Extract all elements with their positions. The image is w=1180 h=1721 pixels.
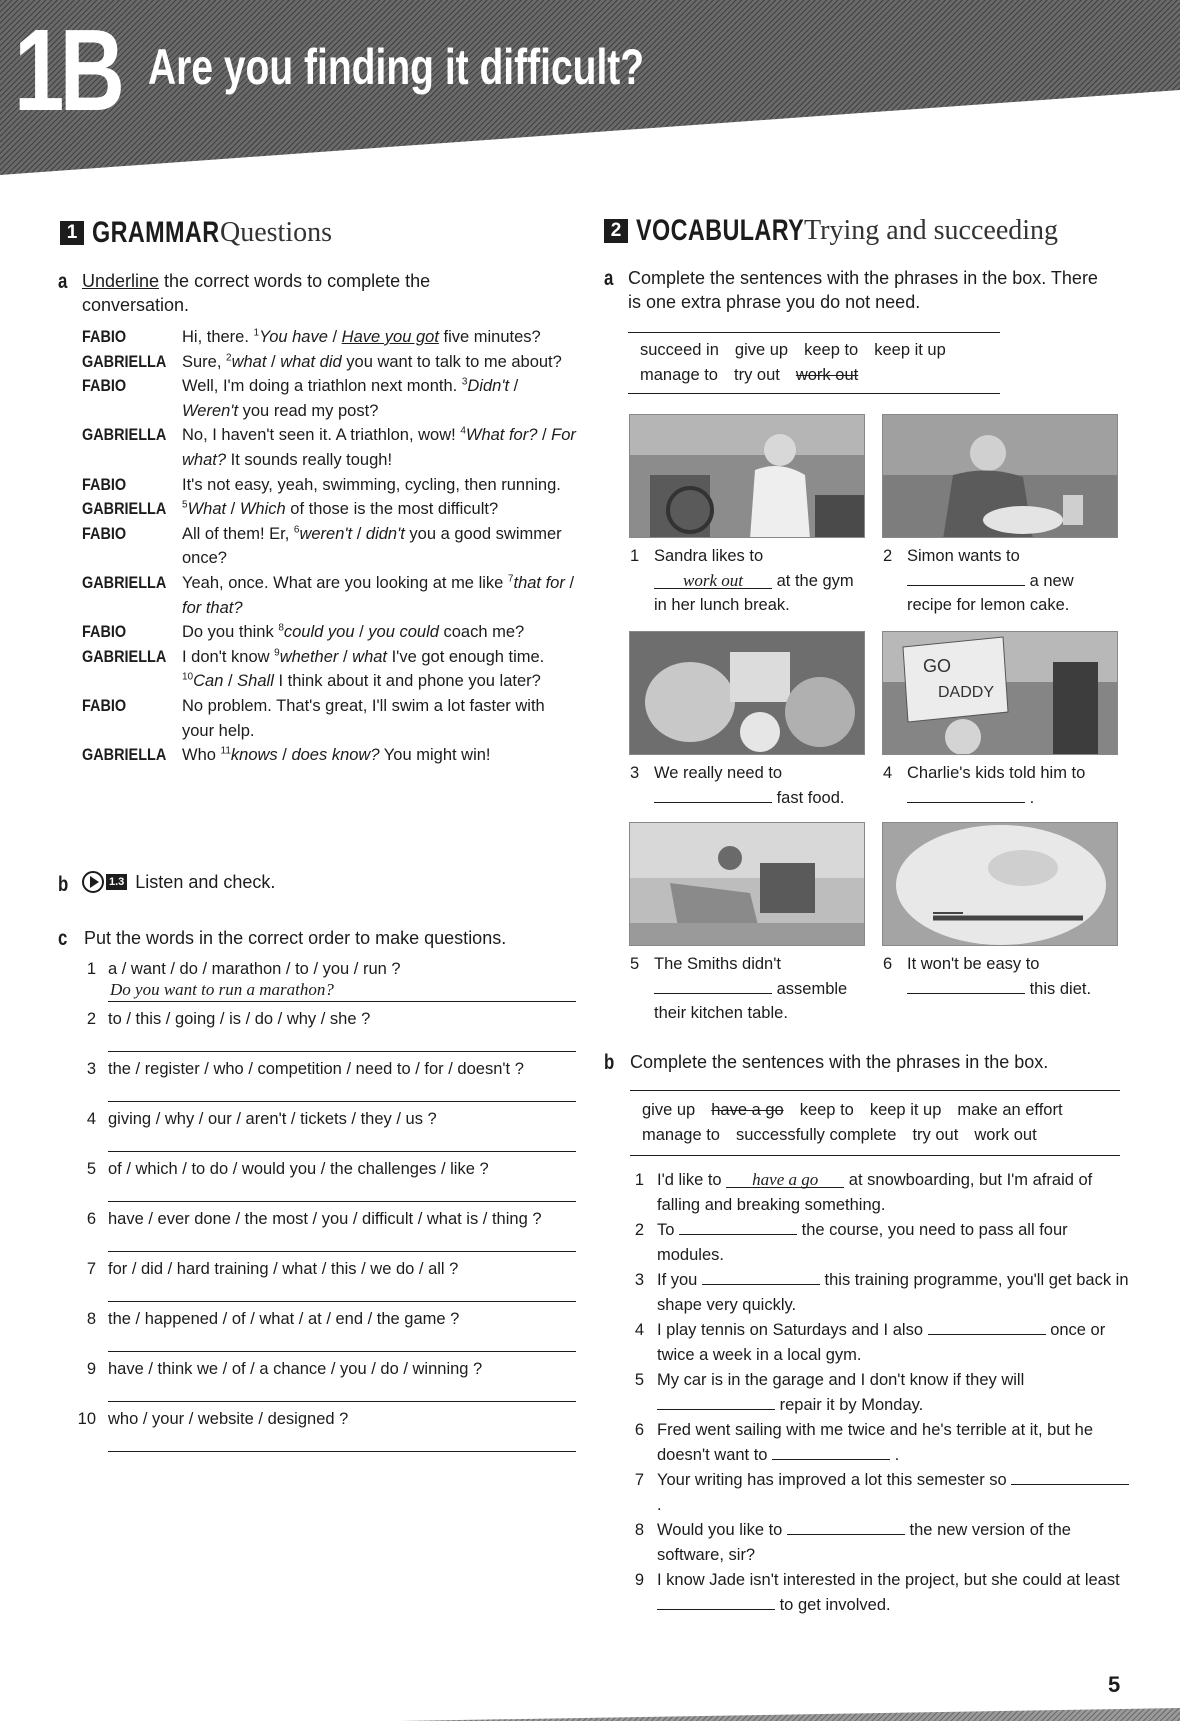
photo-caption: 6 It won't be easy to this diet.	[883, 952, 1113, 1001]
line-text: Sure, $^2$what / what did you want to talk to me about?	[182, 352, 562, 371]
exercise-letter: c	[58, 927, 68, 950]
option-b[interactable]: does know?	[291, 746, 380, 765]
exercise-instruction: Complete the sentences with the phrases in the box. There is one extra phrase you do not need.	[628, 268, 1098, 312]
photo-diet-plate	[882, 822, 1118, 946]
answer-text: Do you want to run a marathon?	[110, 980, 334, 999]
line-text: I don't know $^9$whether / what I've got enough time. $^{10}$Can / Shall I think about it and phone you later?	[182, 647, 545, 691]
answer-blank[interactable]	[1011, 1468, 1129, 1485]
option-b[interactable]: For what?	[182, 426, 576, 469]
section-label: VOCABULARY	[636, 214, 805, 247]
exercise-instruction: Complete the sentences with the phrases in the box.	[630, 1052, 1049, 1072]
answer-line[interactable]	[108, 1228, 576, 1252]
phrase-box-a	[628, 332, 1000, 394]
section-subtitle: Trying and succeeding	[804, 215, 1059, 246]
photo-caption: 2 Simon wants to a new recipe for lemon cake.	[883, 544, 1113, 618]
conversation-line	[82, 645, 582, 694]
answer-line[interactable]	[108, 978, 576, 1002]
line-text: Who $^{11}$knows / does know? You might win!	[182, 745, 491, 765]
exercise-letter: b	[604, 1051, 615, 1074]
answer-text	[108, 1280, 110, 1299]
option-a[interactable]: what	[231, 352, 267, 371]
question-number: 1	[86, 960, 96, 978]
line-text: Hi, there. $^1$You have / Have you got five minutes?	[182, 327, 541, 346]
answer-blank[interactable]	[907, 786, 1025, 803]
speaker-name: GABRIELLA	[82, 499, 167, 519]
sentence-item: 2 To the course, you need to pass all four modules.	[630, 1218, 1130, 1268]
word-prompt: the / register / who / competition / need to / for / doesn't ?	[108, 1060, 524, 1078]
sentence-number: 8	[634, 1521, 644, 1539]
phrase: successfully complete	[735, 1126, 897, 1144]
speaker-name: GABRIELLA	[82, 351, 167, 371]
phrase: succeed in	[640, 341, 719, 359]
listen-instruction: Listen and check.	[135, 871, 276, 892]
question-number: 9	[86, 1360, 96, 1378]
answer-blank[interactable]	[772, 1443, 890, 1460]
option-a[interactable]: Can	[193, 672, 224, 691]
svg-text:DADDY: DADDY	[938, 684, 995, 701]
vocabulary-heading	[604, 214, 1058, 248]
instruction-text: the correct words to complete the conversation.	[82, 271, 431, 315]
phrase: keep to	[804, 341, 859, 359]
exercise-letter: a	[58, 270, 68, 293]
answer-line[interactable]	[108, 1428, 576, 1452]
speaker-name: FABIO	[82, 327, 127, 346]
question-number: 5	[86, 1160, 96, 1178]
listen-and-check	[82, 871, 275, 893]
answer-line[interactable]	[108, 1328, 576, 1352]
phrase: manage to	[640, 366, 718, 384]
phrase: try out	[733, 366, 780, 384]
sentence-number: 2	[634, 1221, 644, 1239]
answer-text	[108, 1230, 110, 1249]
play-audio-icon[interactable]	[82, 871, 104, 893]
word-prompt: for / did / hard training / what / this / we do / all ?	[108, 1260, 459, 1278]
sentence-item: 1 I'd like to have a go at snowboarding, but I'm afraid of falling and breaking something.	[630, 1168, 1130, 1218]
caption-number: 4	[883, 764, 893, 782]
question-number: 8	[86, 1310, 96, 1328]
option-b[interactable]: what did	[280, 352, 342, 371]
line-text: Well, I'm doing a triathlon next month. $^3$Didn't / Weren't you read my post?	[182, 376, 519, 420]
conversation-line	[82, 522, 582, 571]
answer-line[interactable]	[108, 1078, 576, 1102]
sentence-number: 5	[634, 1371, 644, 1389]
question-number: 10	[77, 1410, 96, 1428]
speaker-name: FABIO	[82, 622, 127, 642]
caption-number: 2	[883, 547, 893, 565]
word-prompt: have / think we / of / a chance / you / do / winning ?	[108, 1360, 483, 1378]
answer-blank[interactable]	[907, 977, 1025, 994]
line-text: No problem. That's great, I'll swim a lot faster with your help.	[182, 696, 545, 740]
sentence-item: 6 Fred went sailing with me twice and he's terrible at it, but he doesn't want to .	[630, 1418, 1130, 1468]
conversation-line	[82, 694, 582, 743]
section-label: GRAMMAR	[92, 216, 220, 249]
conversation-line	[82, 620, 582, 645]
section-number: 2	[604, 219, 628, 243]
sentence-item: 5 My car is in the garage and I don't know if they will repair it by Monday.	[630, 1368, 1130, 1418]
photo-go-daddy-sign	[882, 631, 1118, 755]
sentence-number: 7	[634, 1471, 644, 1489]
word-prompt: giving / why / our / aren't / tickets / they / us ?	[108, 1110, 437, 1128]
sentence-item: 9 I know Jade isn't interested in the project, but she could at least to get involved.	[630, 1568, 1130, 1618]
question-number: 7	[86, 1260, 96, 1278]
instruction-underline: Underline	[82, 271, 160, 291]
answer-line[interactable]	[108, 1128, 576, 1152]
question-number: 3	[86, 1060, 96, 1078]
option-a[interactable]: What for?	[465, 426, 538, 445]
svg-text:GO: GO	[923, 656, 952, 676]
speaker-name: GABRIELLA	[82, 646, 167, 666]
sentence-item: 8 Would you like to the new version of the software, sir?	[630, 1518, 1130, 1568]
footer-stripe	[400, 1700, 1180, 1721]
line-text: Do you think $^8$could you / you could coach me?	[182, 622, 525, 642]
section-number: 1	[60, 221, 84, 245]
phrase: work out	[974, 1126, 1037, 1144]
question-number: 6	[86, 1210, 96, 1228]
line-text: No, I haven't seen it. A triathlon, wow! $^4$What for? / For what? It sounds really tough!	[182, 425, 576, 469]
line-text: Yeah, once. What are you looking at me like $^7$that for / for that?	[182, 573, 575, 617]
phrase-crossed-out: have a go	[711, 1101, 784, 1119]
caption-number: 5	[630, 955, 640, 973]
sentence-item: 4 I play tennis on Saturdays and I also once or twice a week in a local gym.	[630, 1318, 1130, 1368]
sentence-number: 6	[634, 1421, 644, 1439]
question-number: 2	[86, 1010, 96, 1028]
option-a[interactable]: that for	[513, 573, 565, 592]
answer-blank[interactable]	[657, 1393, 775, 1410]
sentence-number: 3	[634, 1271, 644, 1289]
speaker-name: GABRIELLA	[82, 745, 167, 765]
exercise-instruction	[82, 269, 532, 317]
phrase-crossed-out: work out	[795, 366, 859, 384]
option-a[interactable]: What	[187, 500, 227, 519]
sentence-number: 1	[634, 1171, 644, 1189]
photo-caption: 5 The Smiths didn't assemble their kitchen table.	[630, 952, 860, 1026]
option-a[interactable]: Didn't	[467, 377, 510, 396]
answer-text	[108, 1080, 110, 1099]
caption-number: 3	[630, 764, 640, 782]
option-b[interactable]: Have you got	[341, 328, 439, 346]
sentence-item: 3 If you this training programme, you'll get back in shape very quickly.	[630, 1268, 1130, 1318]
section-subtitle: Questions	[220, 217, 332, 248]
speaker-name: GABRIELLA	[82, 572, 167, 592]
photo-gym-woman	[629, 414, 865, 538]
word-prompt: the / happened / of / what / at / end / the game ?	[108, 1310, 460, 1328]
photo-caption: 4 Charlie's kids told him to .	[883, 761, 1113, 810]
answer-blank[interactable]: have a go	[726, 1171, 844, 1188]
phrase: try out	[912, 1126, 959, 1144]
answer-text	[108, 1330, 110, 1349]
conversation-line	[82, 374, 582, 423]
conversation-line	[82, 571, 582, 620]
answer-text	[108, 1430, 110, 1449]
phrase: keep it up	[874, 341, 946, 359]
answer-text	[108, 1130, 110, 1149]
speaker-name: FABIO	[82, 474, 127, 494]
answer-blank[interactable]	[787, 1518, 905, 1535]
caption-number: 6	[883, 955, 893, 973]
option-b[interactable]: what	[352, 647, 388, 666]
exercise-letter: b	[58, 873, 69, 896]
phrase: give up	[642, 1101, 696, 1119]
option-b[interactable]: Shall	[237, 672, 274, 691]
conversation-line	[82, 743, 582, 768]
conversation	[82, 325, 582, 768]
answer-text	[108, 1380, 110, 1399]
conversation-line	[82, 350, 582, 375]
answer-blank[interactable]	[654, 786, 772, 803]
conversation-line	[82, 325, 582, 350]
answer-line[interactable]	[108, 1278, 576, 1302]
answer-line[interactable]	[108, 1028, 576, 1052]
phrase-box-b	[630, 1090, 1120, 1156]
question-number: 4	[86, 1110, 96, 1128]
track-number: 1.3	[106, 874, 127, 890]
page-number: 5	[1108, 1672, 1121, 1697]
line-text: It's not easy, yeah, swimming, cycling, then running.	[182, 475, 561, 494]
speaker-name: FABIO	[82, 376, 127, 396]
option-b[interactable]: for that?	[182, 598, 243, 617]
phrase: give up	[734, 341, 789, 359]
answer-blank[interactable]	[907, 569, 1025, 586]
word-prompt: have / ever done / the most / you / difficult / what is / thing ?	[108, 1210, 542, 1228]
phrase: keep to	[799, 1101, 854, 1119]
speaker-name: FABIO	[82, 523, 127, 543]
unit-header	[0, 0, 1180, 175]
speaker-name: FABIO	[82, 695, 127, 715]
photo-fast-food	[629, 631, 865, 755]
answer-text	[108, 1030, 110, 1049]
option-a[interactable]: whether	[279, 647, 339, 666]
option-a[interactable]: You have	[259, 328, 328, 346]
sentence-item: 7 Your writing has improved a lot this semester so .	[630, 1468, 1130, 1518]
option-b[interactable]: you could	[368, 623, 439, 642]
option-a[interactable]: could you	[283, 623, 355, 642]
conversation-line	[82, 423, 582, 472]
answer-line[interactable]	[108, 1378, 576, 1402]
option-a[interactable]: knows	[230, 746, 278, 765]
exercise-letter: a	[604, 267, 614, 290]
conversation-line	[82, 473, 582, 498]
line-text: $^5$What / Which of those is the most difficult?	[182, 499, 499, 519]
caption-number: 1	[630, 547, 640, 565]
grammar-heading	[60, 216, 332, 250]
option-a[interactable]: weren't	[299, 524, 353, 543]
sentence-number: 9	[634, 1571, 644, 1589]
word-prompt: of / which / to do / would you / the challenges / like ?	[108, 1160, 489, 1178]
answer-line[interactable]	[108, 1178, 576, 1202]
conversation-line	[82, 497, 582, 522]
word-prompt: who / your / website / designed ?	[108, 1410, 349, 1428]
line-text: All of them! Er, $^6$weren't / didn't you a good swimmer once?	[182, 524, 562, 568]
photo-assembling-table	[629, 822, 865, 946]
sentence-number: 4	[634, 1321, 644, 1339]
speaker-name: GABRIELLA	[82, 425, 167, 445]
phrase: manage to	[642, 1126, 720, 1144]
unit-number: 1B	[14, 5, 121, 135]
answer-blank[interactable]	[679, 1218, 797, 1235]
photo-caption: 1 Sandra likes to work out at the gym in her lunch break.	[630, 544, 860, 618]
exercise-instruction: Put the words in the correct order to make questions.	[84, 928, 507, 948]
option-b[interactable]: didn't	[365, 524, 405, 543]
answer-blank[interactable]	[702, 1268, 820, 1285]
phrase: make an effort	[957, 1101, 1063, 1119]
word-prompt: to / this / going / is / do / why / she ?	[108, 1010, 371, 1028]
answer-blank[interactable]	[657, 1593, 775, 1610]
option-b[interactable]: Weren't	[182, 401, 239, 420]
answer-blank[interactable]	[928, 1318, 1046, 1335]
photo-man-baking	[882, 414, 1118, 538]
photo-caption: 3 We really need to fast food.	[630, 761, 860, 810]
option-b[interactable]: Which	[239, 500, 286, 519]
unit-title: Are you finding it difficult?	[148, 39, 645, 95]
answer-blank[interactable]	[654, 977, 772, 994]
answer-text	[108, 1180, 110, 1199]
answer-blank[interactable]: work out	[654, 572, 772, 589]
phrase: keep it up	[869, 1101, 942, 1119]
word-prompt: a / want / do / marathon / to / you / run ?	[108, 960, 401, 978]
